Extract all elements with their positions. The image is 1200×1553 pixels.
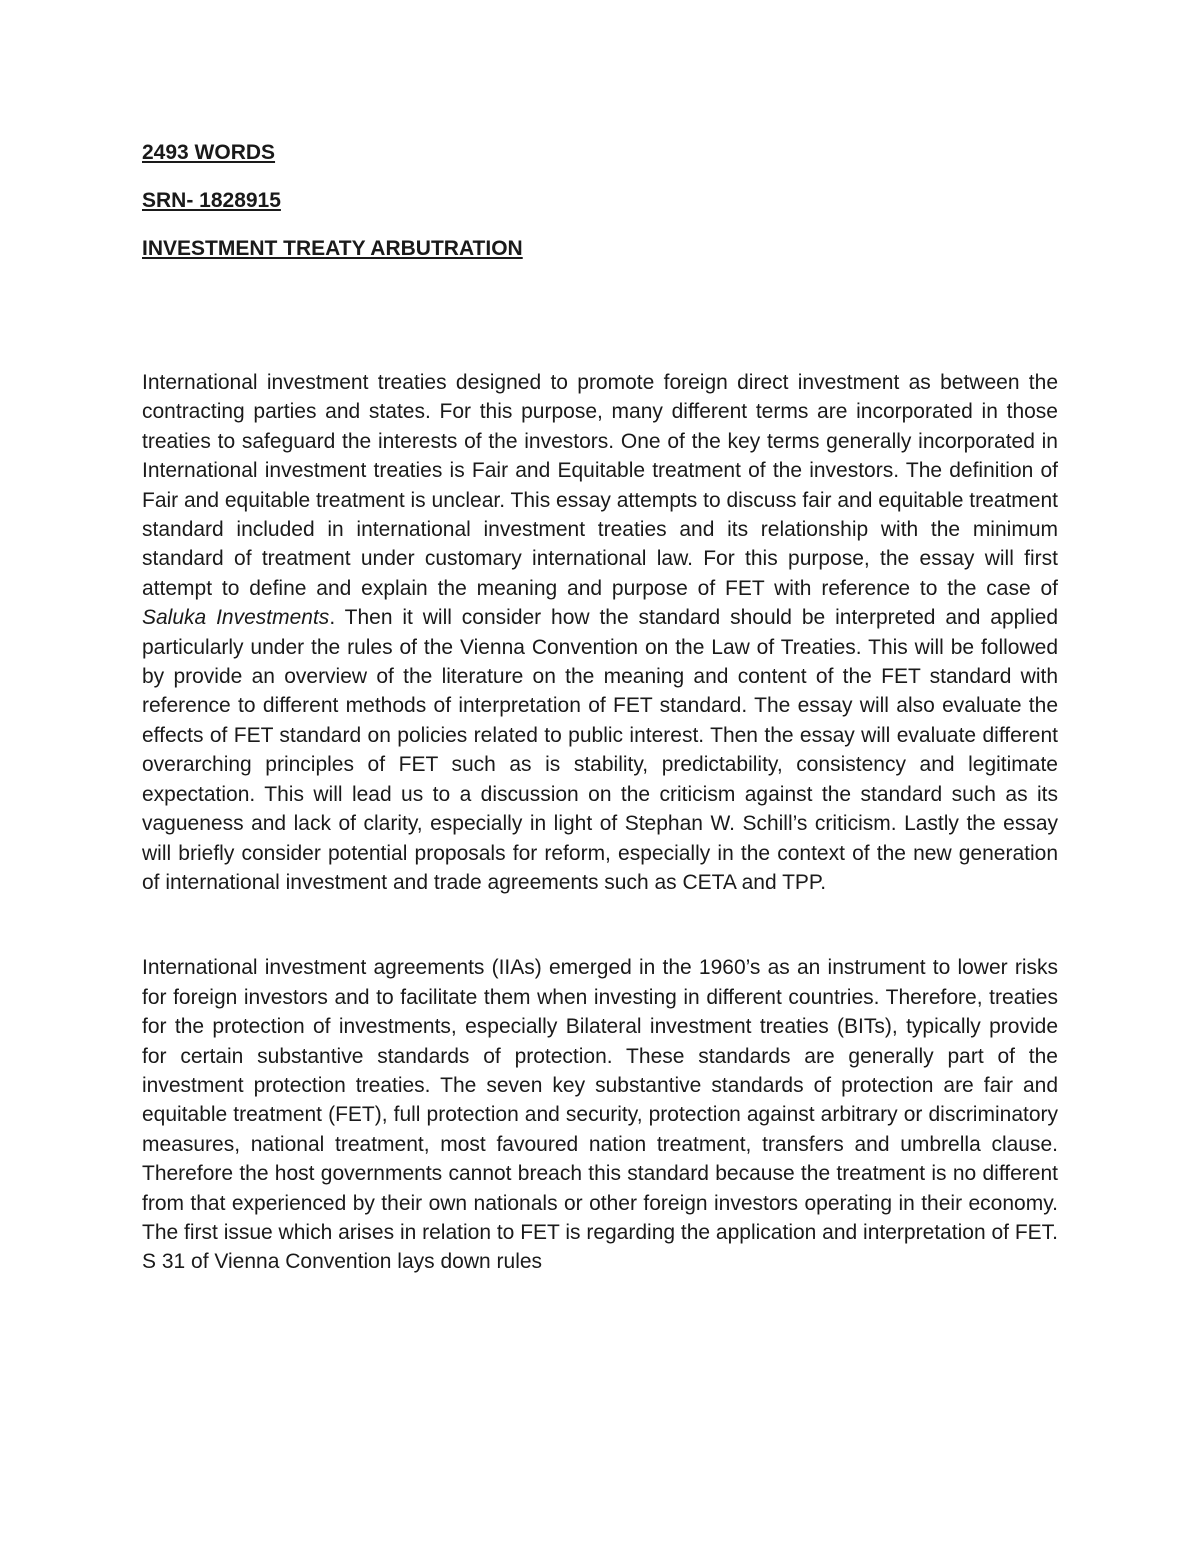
iia-paragraph: International investment agreements (IIAs) emerged in the 1960’s as an instrument to lower risks for foreign investors and to facilitate them when investing in different countries. Therefore, treaties for the protection of investments, especially Bilateral investment treaties (BITs), typically provide for certain substantive standards of protection. These standards are generally part of the investment protection treaties. The seven key substantive standards of protection are fair and equitable treatment (FET), full protection and security, protection against arbitrary or discriminatory measures, national treatment, most favoured nation treatment, transfers and umbrella clause. Therefore the host governments cannot breach this standard because the treatment is no different from that experienced by their own nationals or other foreign investors operating in their economy. The first issue which arises in relation to FET is regarding the application and interpretation of FET. S 31 of Vienna Convention lays down rules [142, 956, 1058, 1274]
document-title: INVESTMENT TREATY ARBUTRATION [142, 237, 523, 260]
case-name-italic: Saluka Investments [142, 606, 330, 630]
document-body [142, 140, 1058, 1277]
paragraph-gap [142, 897, 1058, 953]
intro-paragraph-text-2: . Then it will consider how the standard should be interpreted and applied particularly under the rules of the Vienna Convention on the Law of Treaties. This will be followed by provide an overview of the literature on the meaning and content of the FET standard with reference to different methods of interpretation of FET standard. The essay will also evaluate the effects of FET standard on policies related to public interest. Then the essay will evaluate different overarching principles of FET such as is stability, predictability, consistency and legitimate expectation. This will lead us to a discussion on the criticism against the standard such as its vagueness and lack of clarity, especially in light of Stephan W. Schill’s criticism. Lastly the essay will briefly consider potential proposals for reform, especially in the context of the new generation of international investment and trade agreements such as CETA and TPP. [142, 606, 1059, 894]
srn-heading: SRN- 1828915 [142, 189, 281, 212]
intro-paragraph [142, 368, 1058, 897]
intro-paragraph-text-1: International investment treaties designed to promote foreign direct investment as between the contracting parties and states. For this purpose, many different terms are incorporated in those treaties to safeguard the interests of the investors. One of the key terms generally incorporated in International investment treaties is Fair and Equitable treatment of the investors. The definition of Fair and equitable treatment is unclear. This essay attempts to discuss fair and equitable treatment standard included in international investment treaties and its relationship with the minimum standard of treatment under customary international law. For this purpose, the essay will first attempt to define and explain the meaning and purpose of FET with reference to the case of [142, 371, 1058, 600]
heading-gap [142, 284, 1058, 368]
word-count-heading: 2493 WORDS [142, 141, 276, 164]
